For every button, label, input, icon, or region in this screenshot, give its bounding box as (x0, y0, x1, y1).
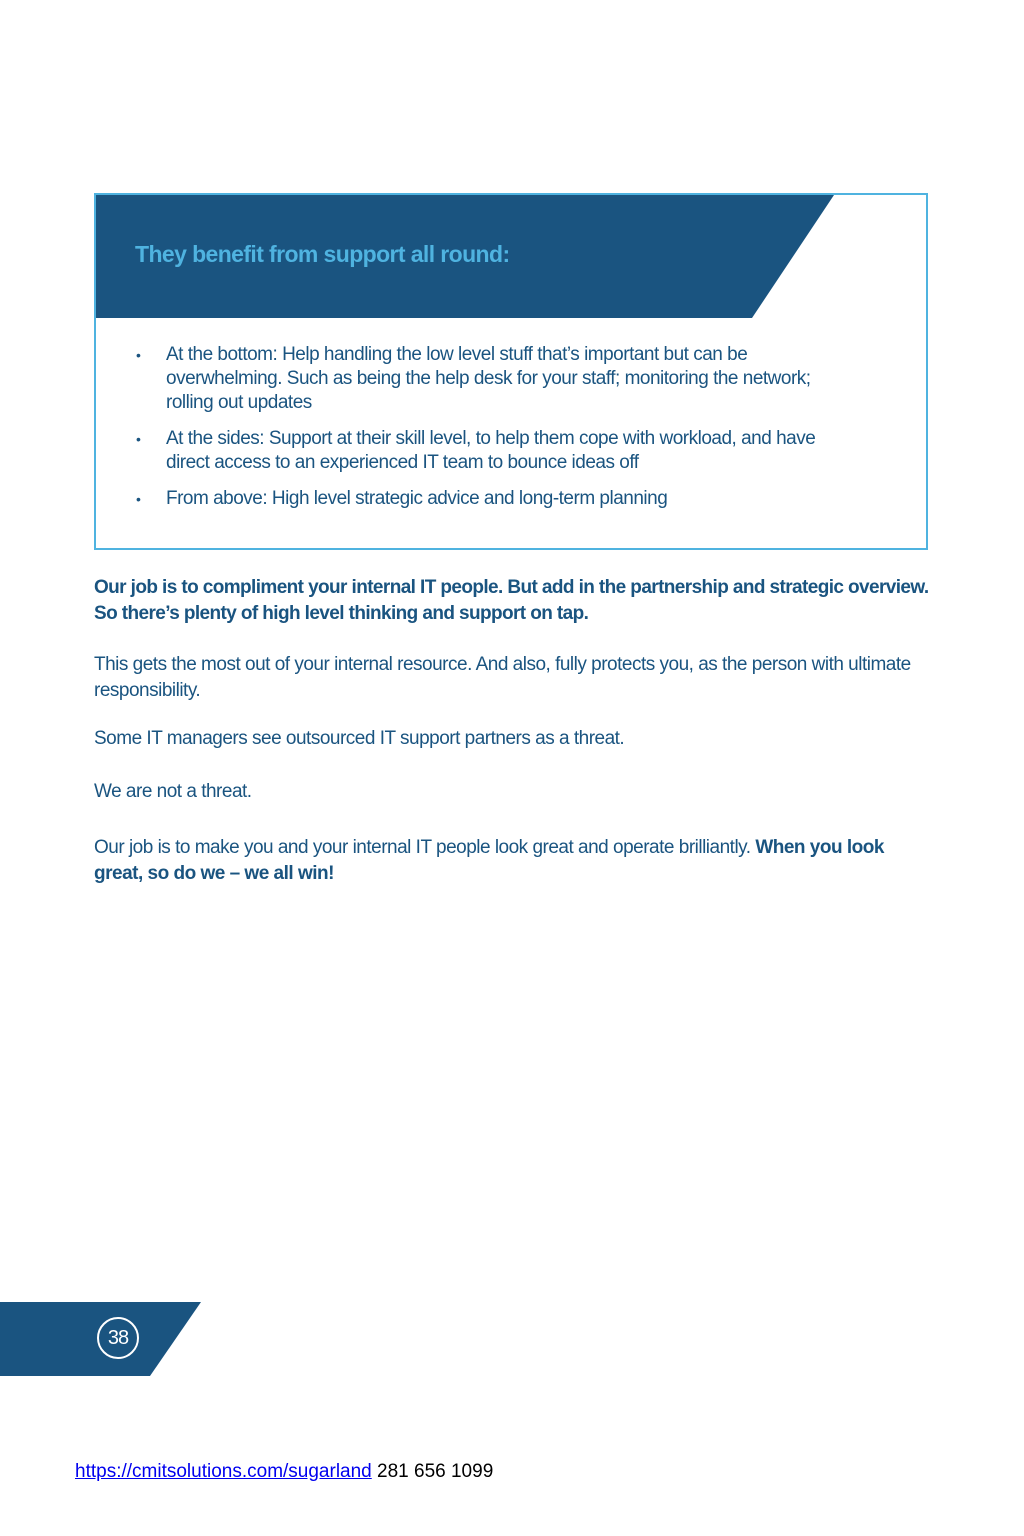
website-link[interactable]: https://cmitsolutions.com/sugarland (75, 1461, 372, 1482)
closing-paragraph (94, 835, 934, 887)
threat-paragraph: Some IT managers see outsourced IT support partners as a threat. (94, 728, 625, 749)
bullet-icon: • (136, 347, 141, 363)
list-item-text: At the sides: Support at their skill level, to help them cope with workload, and have direct access to an experienced IT team to bounce ideas off (166, 428, 816, 473)
phone-number: 281 656 1099 (371, 1461, 494, 1482)
list-item (136, 343, 846, 415)
bullet-icon: • (136, 491, 141, 507)
callout-title: They benefit from support all round: (135, 241, 510, 267)
list-item-text: From above: High level strategic advice and long-term planning (166, 488, 668, 509)
benefit-list (136, 343, 846, 523)
resource-paragraph: This gets the most out of your internal resource. And also, fully protects you, as the person with ultimate responsibility. (94, 654, 911, 701)
footer (75, 1461, 493, 1483)
intro-bold-paragraph: Our job is to compliment your internal IT people. But add in the partnership and strategic overview. So there’s plenty of high level thinking and support on tap. (94, 577, 929, 624)
bullet-icon: • (136, 431, 141, 447)
not-threat-paragraph: We are not a threat. (94, 781, 252, 802)
closing-bold-text: When you look great, so do we – we all win! (94, 837, 884, 884)
list-item-text: At the bottom: Help handling the low level stuff that’s important but can be overwhelming. Such as being the help desk for your staff; monitoring the network; rolling out updates (166, 344, 811, 413)
page-number: 38 (97, 1317, 139, 1359)
list-item (136, 487, 846, 511)
benefit-callout-box (94, 193, 928, 550)
closing-text: Our job is to make you and your internal IT people look great and operate brilliantly. (94, 837, 756, 858)
list-item (136, 427, 846, 475)
